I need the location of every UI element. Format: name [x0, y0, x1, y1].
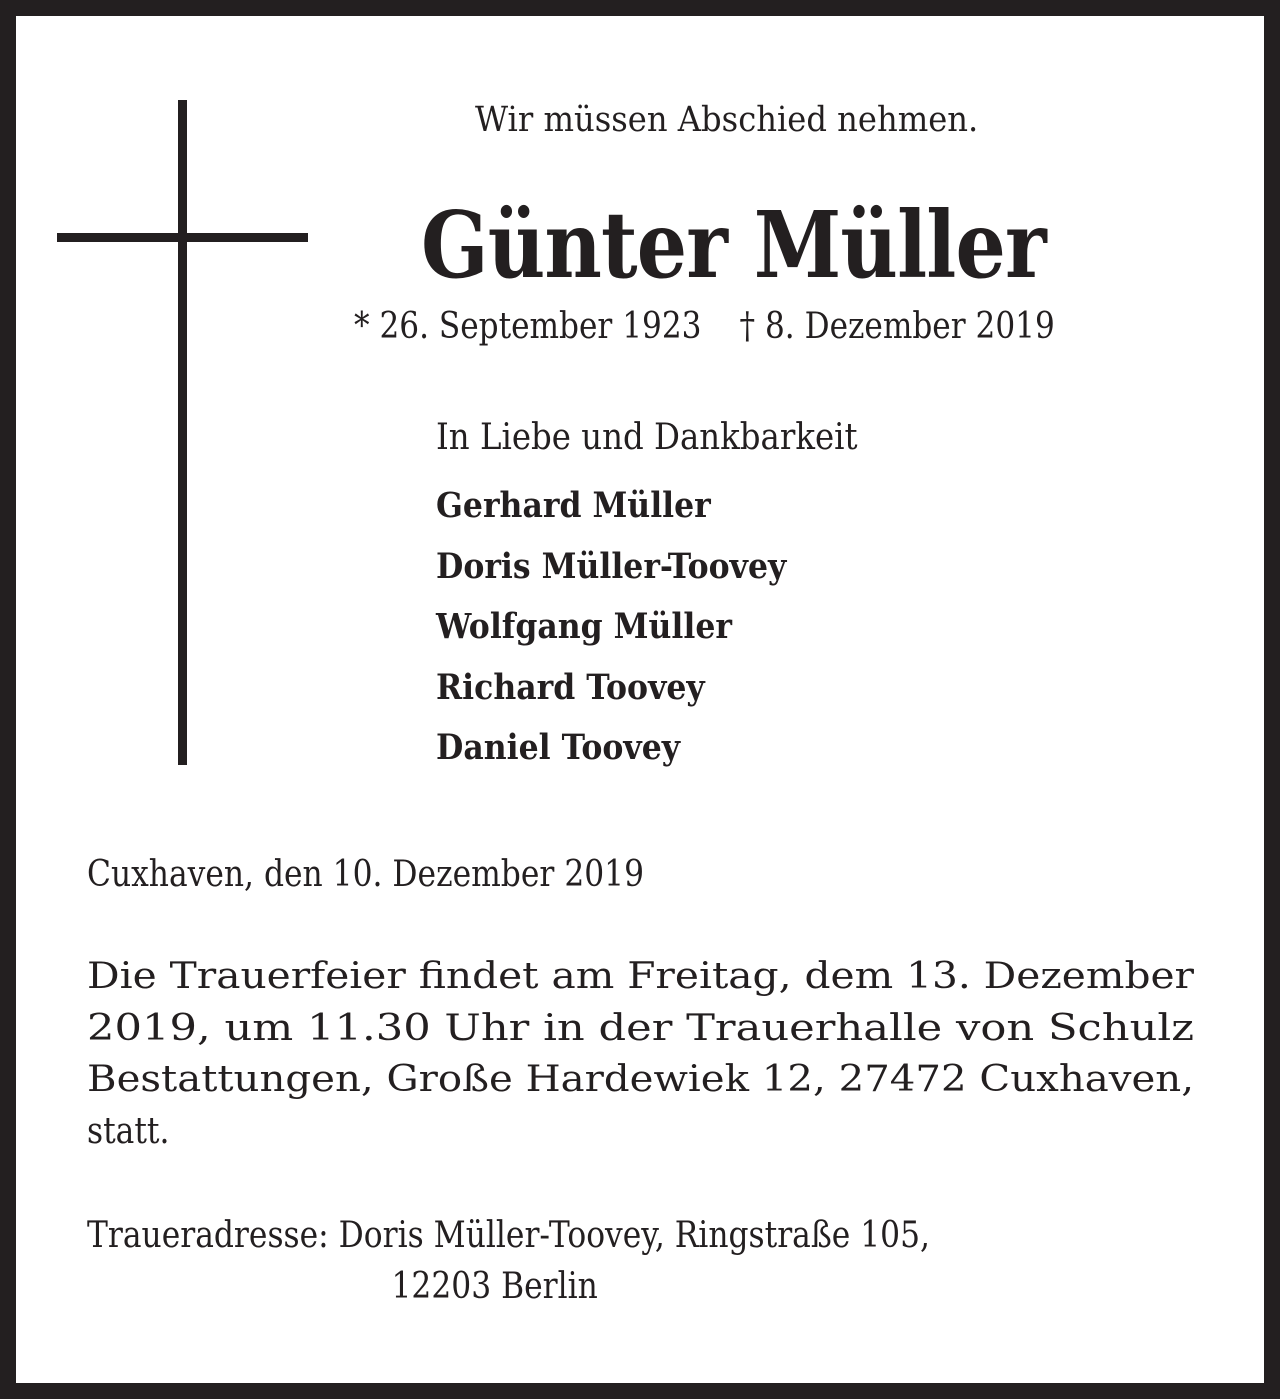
- mourner-name: Richard Toovey: [436, 666, 705, 708]
- mourner-name: Wolfgang Müller: [436, 606, 733, 647]
- mourners-list: [436, 484, 825, 787]
- address-label: Traueradresse:: [87, 1215, 329, 1256]
- mourner-name: Daniel Toovey: [436, 727, 681, 768]
- mourner-name: Gerhard Müller: [436, 485, 711, 526]
- service-line: Die Trauerfeier findet am Freitag, dem 13. Dezember: [87, 956, 1194, 997]
- address-line-1: Doris Müller-Toovey, Ringstraße 105,: [338, 1215, 931, 1256]
- address-line-2: 12203 Berlin: [391, 1266, 598, 1307]
- obituary-notice: [16, 16, 1264, 1383]
- birth-date: * 26. September 1923: [354, 306, 702, 347]
- life-dates: [354, 306, 1055, 347]
- cross-vertical-bar: [178, 100, 187, 765]
- service-details: [87, 951, 1194, 1157]
- mourning-address: [87, 1210, 1056, 1312]
- deceased-name: Günter Müller: [421, 191, 1046, 299]
- service-line: Bestattungen, Große Hardewiek 12, 27472 Cuxhaven,: [87, 1059, 1194, 1100]
- service-line: 2019, um 11.30 Uhr in der Trauerhalle von Schulz: [87, 1007, 1194, 1049]
- mourner-name: Doris Müller-Toovey: [436, 545, 787, 587]
- place-and-date: Cuxhaven, den 10. Dezember 2019: [87, 854, 645, 895]
- death-date: † 8. Dezember 2019: [739, 306, 1055, 347]
- service-line: statt.: [87, 1110, 170, 1152]
- dedication: In Liebe und Dankbarkeit: [436, 417, 858, 458]
- cross-horizontal-bar: [57, 233, 308, 242]
- intro-line: Wir müssen Abschied nehmen.: [475, 100, 979, 140]
